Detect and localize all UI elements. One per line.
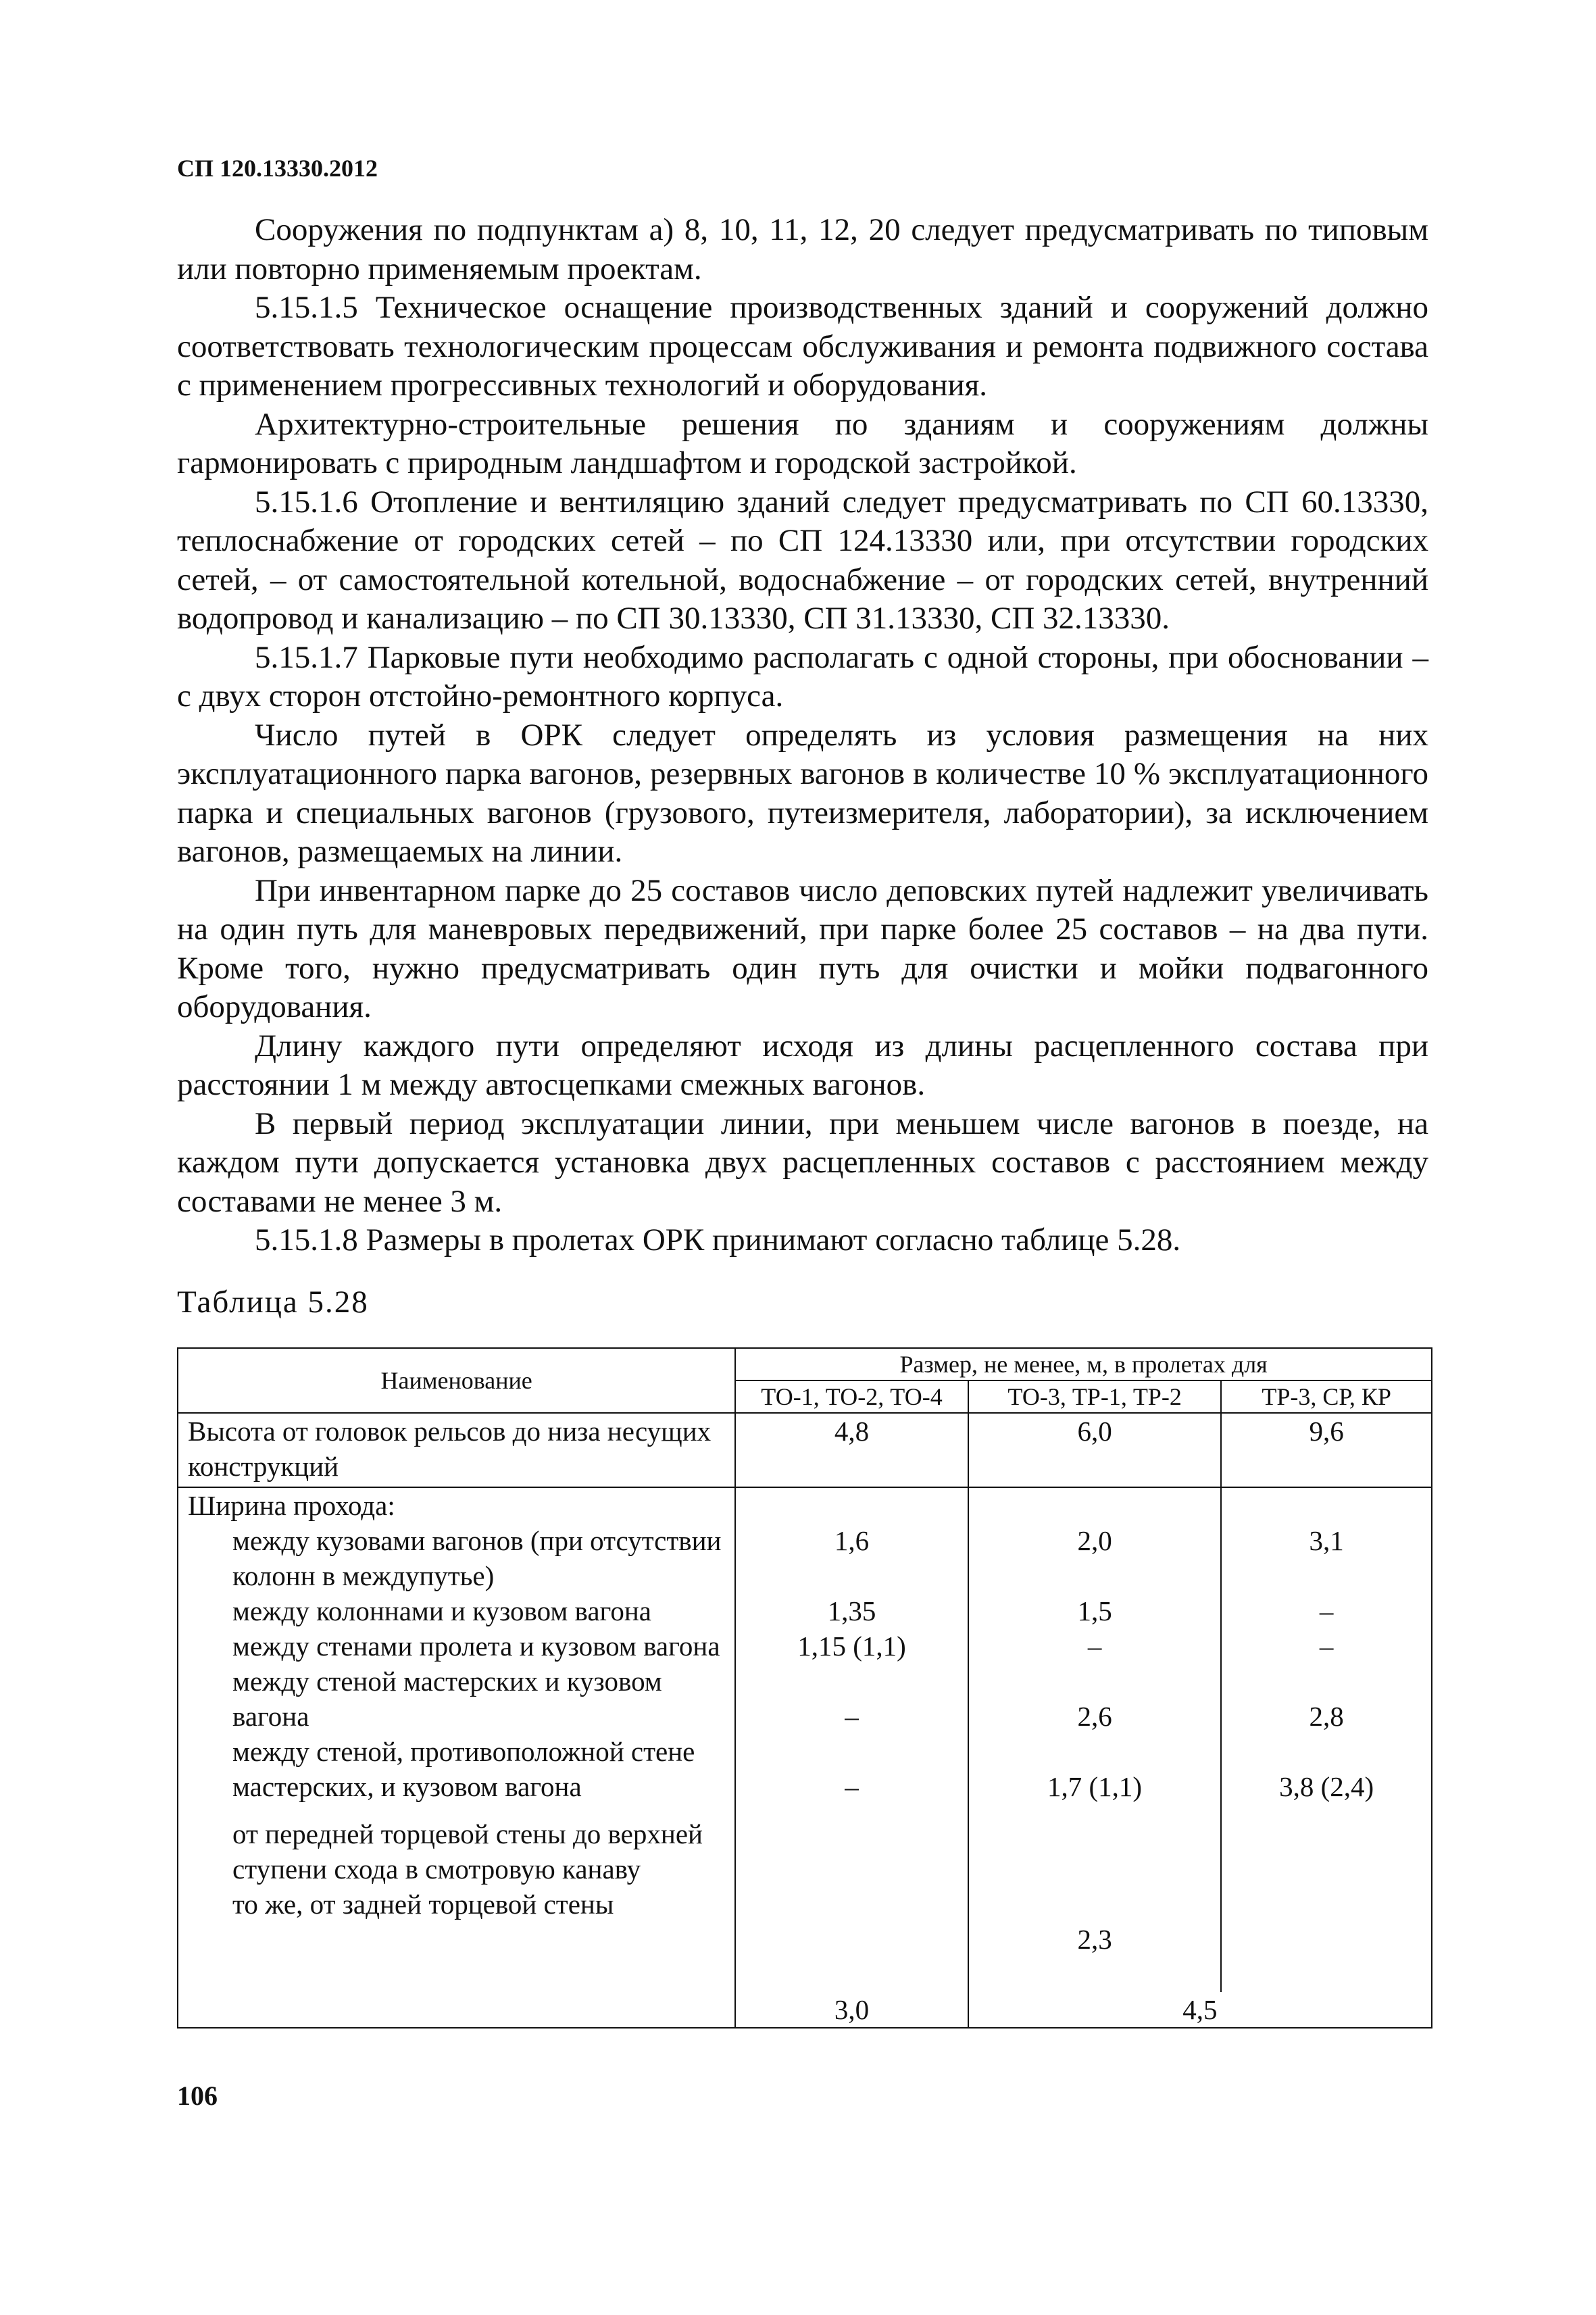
paragraph: 5.15.1.8 Размеры в пролетах ОРК принимают согласно таблице 5.28. xyxy=(255,1222,1181,1258)
cell-value: – xyxy=(1087,1631,1102,1662)
column-header-tr: ТО-3, ТР-1, ТР-2 xyxy=(968,1380,1222,1413)
cell-value: 3,1 xyxy=(1309,1525,1344,1556)
row-label: между стеной, противоположной стене мастерских, и кузовом вагона xyxy=(232,1736,695,1802)
cell-value: 9,6 xyxy=(1221,1413,1432,1487)
row-label: от передней торцевой стены до верхней ступени схода в смотровую канаву xyxy=(232,1818,703,1885)
cell-value: – xyxy=(845,1701,859,1732)
cell-value: 2,6 xyxy=(1077,1701,1112,1732)
row-label: между кузовами вагонов (при отсутствии колонн в междупутье) xyxy=(232,1525,722,1591)
column-cell-kr xyxy=(1221,1487,1432,1992)
document-code-header: СП 120.13330.2012 xyxy=(177,155,378,182)
paragraph: Длину каждого пути определяют исходя из длины расцепленного состава при расстоянии 1 м между автосцепками смежных вагонов. xyxy=(177,1028,1428,1102)
row-label: между стеной мастерских и кузовом вагона xyxy=(232,1666,662,1732)
row-spacer xyxy=(178,1992,735,2028)
group-title: Ширина прохода: xyxy=(188,1490,395,1521)
cell-value: – xyxy=(1319,1631,1334,1662)
paragraph: В первый период эксплуатации линии, при меньшем числе вагонов в поезде, на каждом пути допускается установка двух расцепленных составов с расстоянием между составами не менее 3 м. xyxy=(177,1105,1428,1219)
cell-value: 4,8 xyxy=(735,1413,968,1487)
table-row xyxy=(178,1992,1432,2028)
table-row xyxy=(178,1413,1432,1487)
column-group-header: Размер, не менее, м, в пролетах для xyxy=(735,1348,1432,1380)
paragraph: 5.15.1.7 Парковые пути необходимо располагать с одной стороны, при обосновании – с двух сторон отстойно-ремонтного корпуса. xyxy=(177,639,1428,714)
row-label: между стенами пролета и кузовом вагона xyxy=(232,1631,720,1662)
column-header-name: Наименование xyxy=(178,1348,735,1413)
row-label: то же, от задней торцевой стены xyxy=(232,1889,614,1920)
table-row xyxy=(178,1487,1432,1992)
table-caption: Таблица 5.28 xyxy=(177,1285,369,1320)
row-label: Высота от головок рельсов до низа несущих конструкций xyxy=(178,1413,735,1487)
paragraph: Число путей в ОРК следует определять из условия размещения на них эксплуатационного парка вагонов, резервных вагонов в количестве 10 % эксплуатационного парка и специальных вагонов (грузового, путеизмерителя, лаборатории), за исключением вагонов, размещаемых на линии. xyxy=(177,717,1428,869)
row-label-group xyxy=(178,1487,735,1992)
cell-value-merged: 4,5 xyxy=(968,1992,1432,2028)
paragraph: При инвентарном парке до 25 составов число деповских путей надлежит увеличивать на один путь для маневровых передвижений, при парке более 25 составов – на два пути. Кроме того, нужно предусматривать один путь для очистки и мойки подвагонного оборудования. xyxy=(177,872,1428,1024)
cell-value: – xyxy=(845,1771,859,1802)
cell-value: 3,8 (2,4) xyxy=(1279,1771,1374,1802)
cell-value: 1,35 xyxy=(827,1595,876,1626)
column-cell-tr xyxy=(968,1487,1222,1992)
row-label: между колоннами и кузовом вагона xyxy=(232,1595,651,1626)
cell-value: – xyxy=(1319,1595,1334,1626)
cell-value: 2,8 xyxy=(1309,1701,1344,1732)
page-number: 106 xyxy=(177,2081,218,2111)
paragraph: Сооружения по подпунктам а) 8, 10, 11, 12, 20 следует предусматривать по типовым или повторно применяемым проектам. xyxy=(177,212,1428,287)
paragraph: Архитектурно-строительные решения по зданиям и сооружениям должны гармонировать с природным ландшафтом и городской застройкой. xyxy=(177,406,1428,480)
cell-value: 1,7 (1,1) xyxy=(1047,1771,1143,1802)
cell-value: 2,0 xyxy=(1077,1525,1112,1556)
cell-value: 1,15 (1,1) xyxy=(797,1631,906,1662)
column-cell-to xyxy=(735,1487,968,1992)
column-header-to: ТО-1, ТО-2, ТО-4 xyxy=(735,1380,968,1413)
body-text xyxy=(177,211,1428,1260)
table-header-row xyxy=(178,1348,1432,1380)
cell-value: 1,5 xyxy=(1077,1595,1112,1626)
dimensions-table xyxy=(177,1347,1432,2028)
paragraph: 5.15.1.6 Отопление и вентиляцию зданий следует предусматривать по СП 60.13330, теплоснабжение от городских сетей – по СП 124.13330 или, при отсутствии городских сетей, – от самостоятельной котельной, водоснабжение – от городских сетей, внутренний водопровод и канализацию – по СП 30.13330, СП 31.13330, СП 32.13330. xyxy=(177,484,1428,636)
cell-value: 3,0 xyxy=(735,1992,968,2028)
cell-value: 1,6 xyxy=(834,1525,870,1556)
cell-value-merged: 2,3 xyxy=(968,1887,1221,1992)
cell-value: 6,0 xyxy=(968,1413,1222,1487)
paragraph: 5.15.1.5 Техническое оснащение производственных зданий и сооружений должно соответствовать технологическим процессам обслуживания и ремонта подвижного состава с применением прогрессивных технологий и оборудования. xyxy=(177,290,1428,403)
column-header-kr: ТР-3, СР, КР xyxy=(1221,1380,1432,1413)
